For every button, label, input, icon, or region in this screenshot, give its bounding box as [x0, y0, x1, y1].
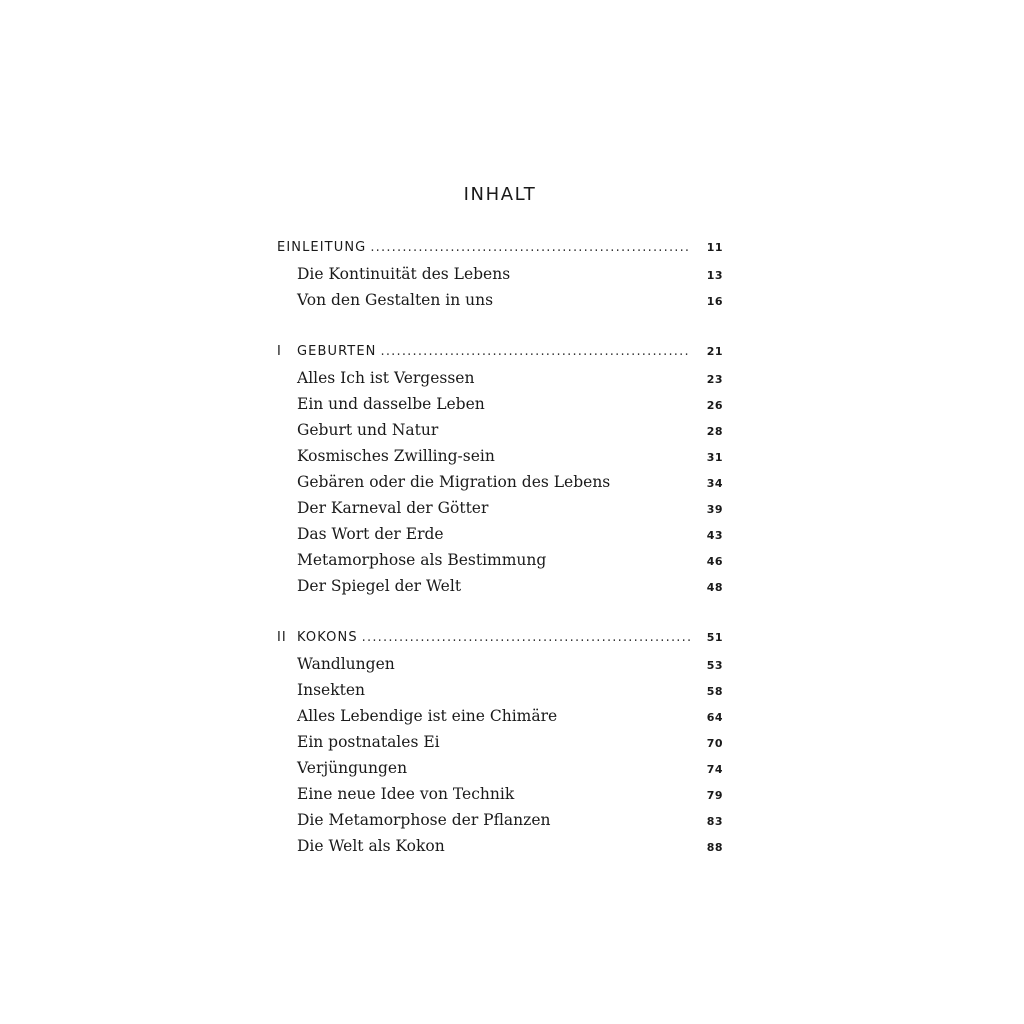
- page-number: 46: [706, 555, 723, 568]
- chapter-row[interactable]: [277, 235, 723, 261]
- toc-section-einleitung: [277, 235, 723, 313]
- toc-entry[interactable]: [277, 807, 723, 833]
- entry-title: Insekten: [297, 681, 366, 699]
- entry-title: Alles Lebendige ist eine Chimäre: [297, 707, 558, 725]
- page-number: 26: [706, 399, 723, 412]
- entry-title: Metamorphose als Bestimmung: [297, 551, 547, 569]
- toc-entry[interactable]: [277, 677, 723, 703]
- toc-section-kokons: [277, 625, 723, 859]
- entry-title: Ein postnatales Ei: [297, 733, 440, 751]
- toc-entry[interactable]: [277, 469, 723, 495]
- page-number: 53: [706, 659, 723, 672]
- entry-title: Der Spiegel der Welt: [297, 577, 462, 595]
- page-number: 11: [706, 241, 723, 254]
- page-number: 70: [706, 737, 723, 750]
- page-number: 79: [706, 789, 723, 802]
- chapter-title: EINLEITUNG: [277, 240, 367, 255]
- toc-entry[interactable]: [277, 521, 723, 547]
- page-number: 51: [706, 631, 723, 644]
- toc-section-geburten: [277, 339, 723, 599]
- dot-leader: [362, 625, 691, 651]
- toc-entry[interactable]: [277, 287, 723, 313]
- page-number: 13: [706, 269, 723, 282]
- toc-entry[interactable]: [277, 781, 723, 807]
- toc-entry[interactable]: [277, 391, 723, 417]
- entry-title: Der Karneval der Götter: [297, 499, 489, 517]
- page-title: INHALT: [463, 184, 537, 205]
- entry-title: Die Kontinuität des Lebens: [297, 265, 511, 283]
- toc-entry[interactable]: [277, 651, 723, 677]
- entry-title: Ein und dasselbe Leben: [297, 395, 485, 413]
- entry-title: Von den Gestalten in uns: [297, 291, 494, 309]
- page-number: 43: [706, 529, 723, 542]
- toc-entry[interactable]: [277, 755, 723, 781]
- toc-entry[interactable]: [277, 417, 723, 443]
- toc-entry[interactable]: [277, 443, 723, 469]
- page-number: 74: [706, 763, 723, 776]
- toc-entry[interactable]: [277, 261, 723, 287]
- toc-entry[interactable]: [277, 365, 723, 391]
- page-number: 58: [706, 685, 723, 698]
- page-number: 34: [706, 477, 723, 490]
- chapter-title: GEBURTEN: [297, 344, 377, 359]
- chapter-numeral: II: [277, 630, 287, 645]
- chapter-row[interactable]: [277, 625, 723, 651]
- entry-title: Die Metamorphose der Pflanzen: [297, 811, 551, 829]
- entry-title: Alles Ich ist Vergessen: [297, 369, 475, 387]
- page-number: 88: [706, 841, 723, 854]
- toc-entry[interactable]: [277, 547, 723, 573]
- toc-entry[interactable]: [277, 729, 723, 755]
- chapter-numeral: I: [277, 344, 282, 359]
- entry-title: Die Welt als Kokon: [297, 837, 445, 855]
- page-number: 23: [706, 373, 723, 386]
- page-number: 39: [706, 503, 723, 516]
- entry-title: Geburt und Natur: [297, 421, 439, 439]
- entry-title: Verjüngungen: [297, 759, 408, 777]
- page-number: 64: [706, 711, 723, 724]
- entry-title: Das Wort der Erde: [297, 525, 444, 543]
- dot-leader: [381, 339, 692, 365]
- entry-title: Eine neue Idee von Technik: [297, 785, 515, 803]
- entry-title: Gebären oder die Migration des Lebens: [297, 473, 611, 491]
- toc-entry[interactable]: [277, 495, 723, 521]
- chapter-title: KOKONS: [297, 630, 358, 645]
- page-number: 48: [706, 581, 723, 594]
- page-number: 31: [706, 451, 723, 464]
- toc-entry[interactable]: [277, 703, 723, 729]
- page-number: 16: [706, 295, 723, 308]
- chapter-row[interactable]: [277, 339, 723, 365]
- entry-title: Wandlungen: [297, 655, 395, 673]
- page-number: 28: [706, 425, 723, 438]
- dot-leader: [370, 235, 691, 261]
- toc-entry[interactable]: [277, 573, 723, 599]
- page-number: 21: [706, 345, 723, 358]
- page-number: 83: [706, 815, 723, 828]
- toc-entry[interactable]: [277, 833, 723, 859]
- table-of-contents: [277, 235, 723, 885]
- entry-title: Kosmisches Zwilling-sein: [297, 447, 495, 465]
